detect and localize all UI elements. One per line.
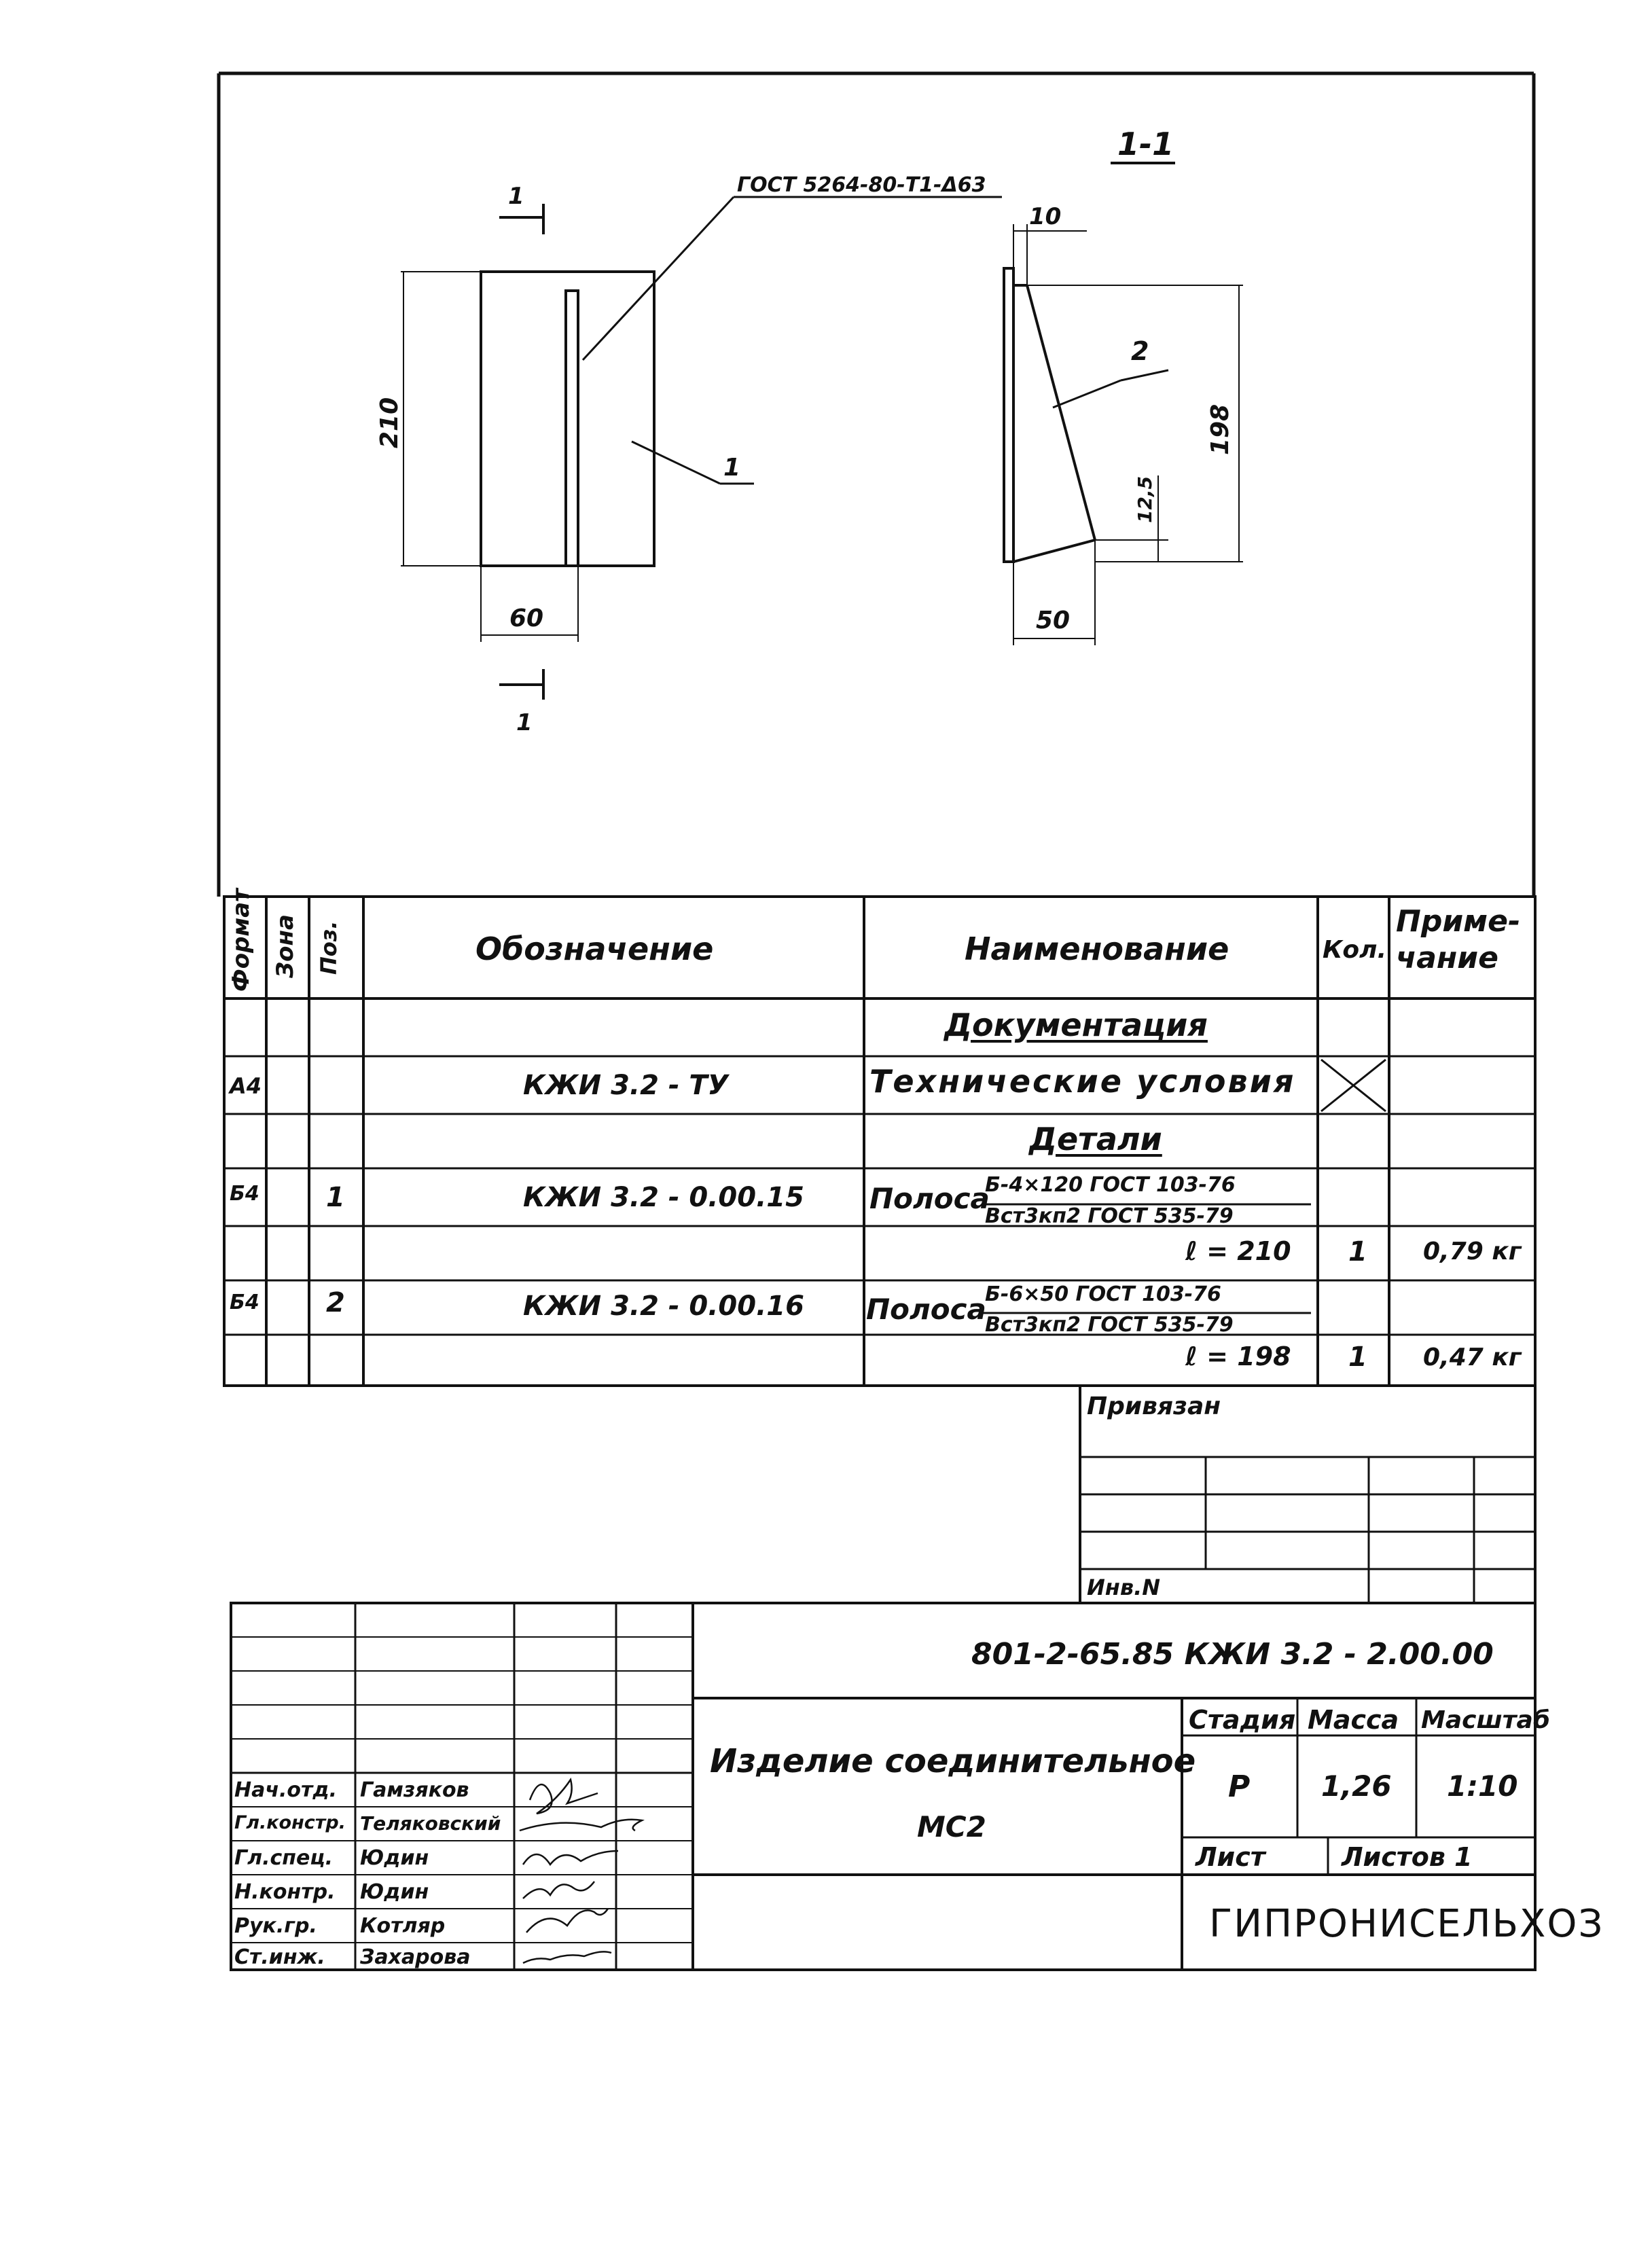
header-qty: Кол.	[1323, 936, 1387, 964]
row-fraction-bottom: Вст3кп2 ГОСТ 535-79	[985, 1313, 1234, 1337]
mass-value: 1,26	[1321, 1769, 1392, 1803]
cut-mark-bottom: 1	[516, 709, 533, 736]
row-length: ℓ = 210	[1185, 1236, 1291, 1266]
header-zone: Зона	[272, 914, 299, 978]
signer-name: Теляковский	[360, 1812, 501, 1835]
dim-60: 60	[509, 605, 544, 632]
section-label: 1-1	[1117, 126, 1174, 162]
section-parts: Детали	[1029, 1121, 1162, 1157]
doc-code: 801-2-65.85 КЖИ 3.2 - 2.00.00	[971, 1637, 1494, 1672]
stage-value: Р	[1228, 1769, 1251, 1804]
row-designation: КЖИ 3.2 - 0.00.16	[523, 1291, 804, 1322]
organization: ГИПРОНИСЕЛЬХОЗ	[1209, 1902, 1604, 1946]
inv-label: Инв.N	[1087, 1574, 1161, 1600]
signer-role: Рук.гр.	[234, 1914, 317, 1938]
row-name-prefix: Полоса	[869, 1182, 990, 1215]
dim-10: 10	[1029, 203, 1062, 230]
signer-name: Гамзяков	[360, 1778, 469, 1802]
dim-210: 210	[376, 397, 403, 448]
header-pos: Поз.	[316, 920, 342, 975]
signer-role: Н.контр.	[234, 1880, 336, 1904]
row-fraction-bottom: Вст3кп2 ГОСТ 535-79	[985, 1204, 1234, 1228]
title-line2: МС2	[917, 1810, 986, 1843]
section-documentation: Документация	[944, 1007, 1208, 1043]
signer-role: Гл.спец.	[234, 1846, 333, 1870]
dim-50: 50	[1036, 607, 1071, 634]
leader-1: 1	[723, 454, 741, 482]
scale-label: Масштаб	[1421, 1706, 1550, 1734]
header-format: Формат	[228, 888, 255, 992]
row-pos: 2	[326, 1287, 345, 1318]
row-format: Б4	[230, 1182, 259, 1206]
stage-label: Стадия	[1189, 1705, 1296, 1735]
dim-198: 198	[1206, 403, 1234, 455]
signer-role: Нач.отд.	[234, 1778, 337, 1802]
row-pos: 1	[326, 1182, 345, 1213]
sheet-label: Лист	[1196, 1842, 1265, 1872]
cut-mark-top: 1	[508, 183, 524, 210]
scale-value: 1:10	[1447, 1769, 1518, 1803]
header-designation: Обозначение	[475, 931, 714, 967]
row-name: Технические условия	[869, 1063, 1296, 1100]
row-length: ℓ = 198	[1185, 1342, 1291, 1371]
plate-view	[401, 197, 1002, 700]
weld-note: ГОСТ 5264-80-Т1-Δ63	[737, 173, 986, 197]
row-format: Б4	[230, 1291, 259, 1314]
row-name-prefix: Полоса	[866, 1293, 986, 1326]
signer-role: Ст.инж.	[234, 1945, 325, 1969]
signer-name: Захарова	[360, 1945, 471, 1969]
row-qty: 1	[1348, 1342, 1367, 1373]
signer-name: Юдин	[360, 1880, 429, 1904]
row-fraction-top: Б-4×120 ГОСТ 103-76	[985, 1173, 1236, 1197]
row-designation: КЖИ 3.2 - 0.00.15	[523, 1182, 804, 1213]
dim-12-5: 12,5	[1134, 475, 1156, 523]
header-name: Наименование	[965, 931, 1229, 967]
row-note: 0,47 кг	[1423, 1344, 1522, 1371]
sheets-label: Листов 1	[1342, 1842, 1473, 1872]
signer-role: Гл.констр.	[234, 1812, 346, 1833]
row-fraction-top: Б-6×50 ГОСТ 103-76	[985, 1282, 1221, 1306]
row-note: 0,79 кг	[1423, 1238, 1522, 1265]
leader-2: 2	[1131, 336, 1149, 366]
title-line1: Изделие соединительное	[710, 1742, 1196, 1780]
bound-label: Привязан	[1087, 1392, 1221, 1420]
row-format: А4	[230, 1073, 262, 1099]
signer-name: Юдин	[360, 1846, 429, 1870]
mass-label: Масса	[1308, 1705, 1399, 1735]
header-note: Приме- чание	[1396, 904, 1521, 975]
row-qty: 1	[1348, 1236, 1367, 1267]
signer-name: Котляр	[360, 1914, 446, 1938]
row-designation: КЖИ 3.2 - ТУ	[523, 1070, 729, 1101]
